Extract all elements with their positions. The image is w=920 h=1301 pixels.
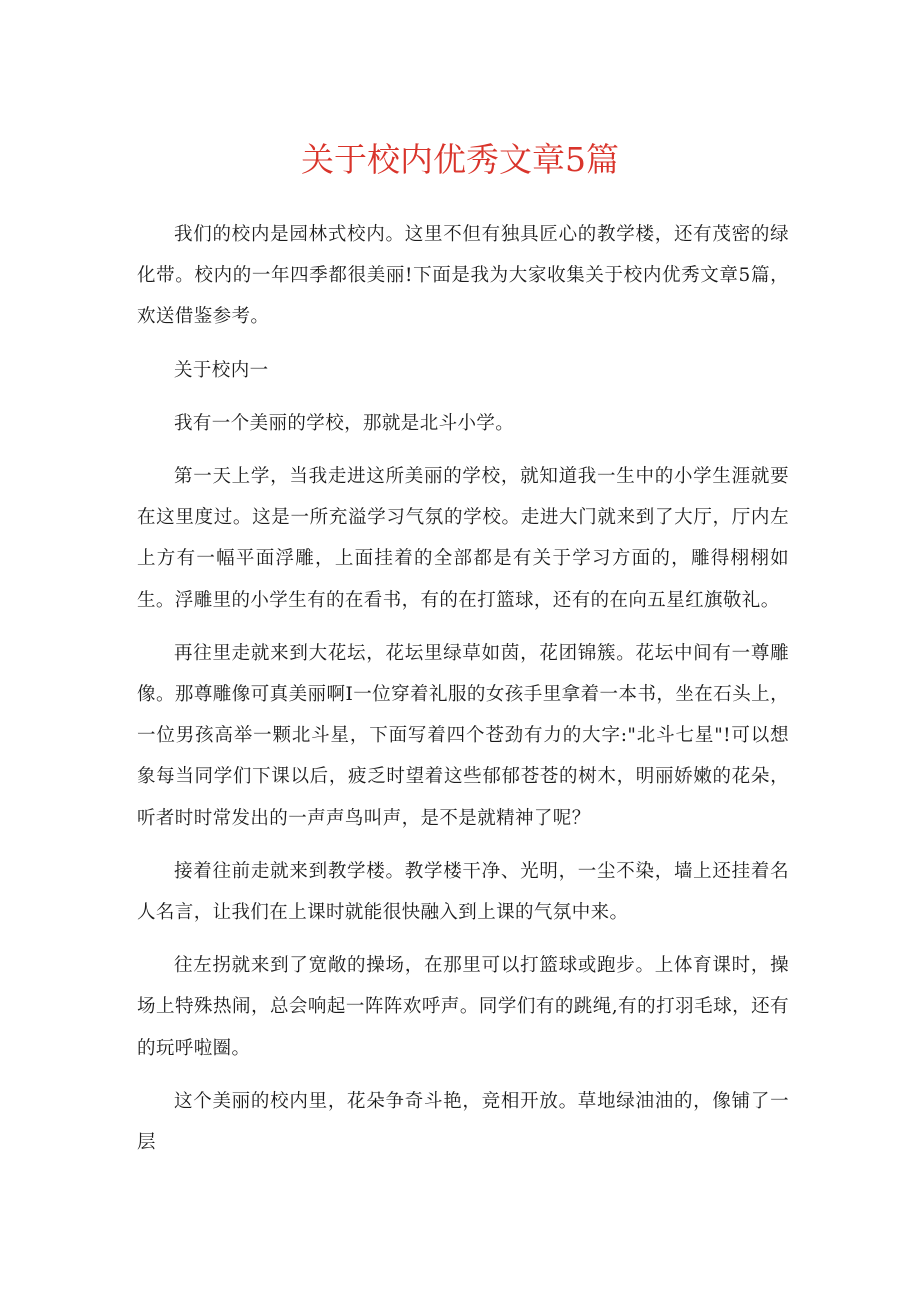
section-heading: 关于校内一	[174, 359, 269, 381]
page-title: 关于校内优秀文章5篇	[301, 140, 619, 179]
paragraph-intro: 我们的校内是园林式校内。这里不但有独具匠心的教学楼，还有茂密的绿化带。校内的一年四季都很美丽!下面是我为大家收集关于校内优秀文章5篇，欢送借鉴参考。	[137, 224, 789, 328]
paragraph: 接着往前走就来到教学楼。教学楼干净、光明，一尘不染，墙上还挂着名人名言，让我们在上课时就能很快融入到上课的气氛中来。	[137, 860, 789, 924]
paragraph: 我有一个美丽的学校，那就是北斗小学。	[174, 412, 515, 434]
paragraph: 这个美丽的校内里，花朵争奇斗艳，竞相开放。草地绿油油的，像铺了一层	[137, 1090, 789, 1154]
paragraph: 再往里走就来到大花坛，花坛里绿草如茵，花团锦簇。花坛中间有一尊雕像。那尊雕像可真美丽啊I一位穿着礼服的女孩手里拿着一本书，坐在石头上，一位男孩高举一颗北斗星，下面写着四个苍劲有力的大字:"北斗七星"!可以想象每当同学们下课以后，疲乏时望着这些郁郁苍苍的树木，明丽娇嫩的花朵，听者时时常发出的一声声鸟叫声，是不是就精神了呢？	[137, 642, 789, 829]
paragraph: 往左拐就来到了宽敞的操场，在那里可以打篮球或跑步。上体育课时，操场上特殊热闹，总会响起一阵阵欢呼声。同学们有的跳绳,有的打羽毛球，还有的玩呼啦圈。	[137, 955, 789, 1059]
paragraph: 第一天上学，当我走进这所美丽的学校，就知道我一生中的小学生涯就要在这里度过。这是一所充溢学习气氛的学校。走进大门就来到了大厅，厅内左上方有一幅平面浮雕，上面挂着的全部都是有关于学习方面的，雕得栩栩如生。浮雕里的小学生有的在看书，有的在打篮球，还有的在向五星红旗敬礼。	[137, 466, 789, 611]
article-body	[137, 214, 789, 1175]
